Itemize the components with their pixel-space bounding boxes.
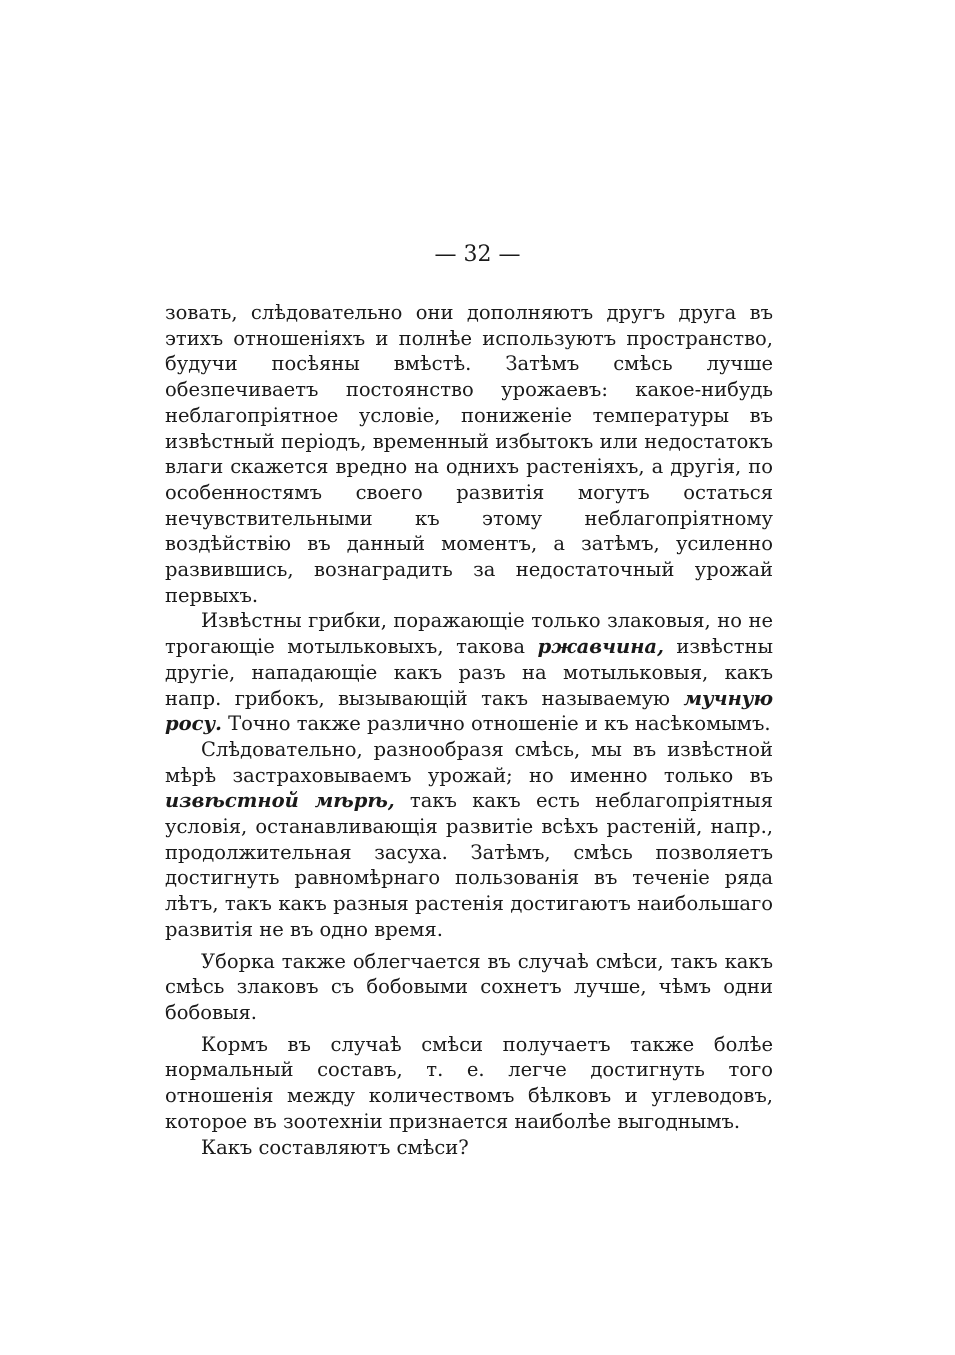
paragraph [165, 300, 773, 608]
emphasized-term: ржавчина, [537, 635, 664, 659]
page-number: — 32 — [434, 242, 521, 267]
text-run: Какъ составляютъ смѣси? [201, 1135, 469, 1159]
paragraph [165, 949, 773, 1026]
text-run: Слѣдовательно, разнообразя смѣсь, мы въ извѣстной мѣрѣ застраховываемъ урожай; но именно только въ [165, 737, 773, 787]
text-run: зовать, слѣдовательно они дополняютъ другъ друга въ этихъ отношеніяхъ и полнѣе используютъ пространство, будучи посѣяны вмѣстѣ. Затѣмъ смѣсь лучше обезпечиваетъ постоянство урожаевъ: какое-нибудь неблагопріятное условіе, пониженіе температуры въ извѣстный періодъ, временный избытокъ или недостатокъ влаги скажется вредно на однихъ растеніяхъ, а другія, по особенностямъ своего развитія могутъ остаться нечувствительными къ этому неблагопріятному воздѣйствію въ данный моментъ, а затѣмъ, усиленно развившись, вознаградить за недостаточный урожай первыхъ. [165, 301, 773, 607]
text-run: Точно также различно отношеніе и къ насѣкомымъ. [221, 712, 771, 736]
emphasized-term: извѣстной мѣрѣ, [165, 789, 395, 813]
paragraph [165, 737, 773, 943]
text-run: извѣстны другіе, нападающіе какъ разъ на мотыльковыя, какъ напр. грибокъ, вызывающій такъ называемую [165, 635, 773, 710]
section-question [165, 1135, 773, 1161]
paragraph [165, 608, 773, 737]
text-run: Кормъ въ случаѣ смѣси получаетъ также болѣе нормальный составъ, т. е. легче достигнуть того отношенія между количествомъ бѣлковъ и углеводовъ, которое въ зоотехніи признается наиболѣе выгоднымъ. [165, 1032, 773, 1133]
body-text [165, 300, 773, 1160]
emphasized-term: мучную росу. [165, 686, 773, 736]
text-run: такъ какъ есть неблагопріятныя условія, останавливающія развитіе всѣхъ растеній, напр., продолжительная засуха. Затѣмъ, смѣсь позволяетъ достигнуть равномѣрнаго пользованія въ теченіе ряда лѣтъ, такъ какъ разныя растенія достигаютъ наибольшаго развитія не въ одно время. [165, 789, 773, 941]
text-run: Извѣстны грибки, поражающіе только злаковыя, но не трогающіе мотыльковыхъ, такова [165, 609, 773, 659]
text-run: Уборка также облегчается въ случаѣ смѣси, такъ какъ смѣсь злаковъ съ бобовыми сохнетъ лучше, чѣмъ одни бобовыя. [165, 949, 773, 1024]
paragraph [165, 1032, 773, 1135]
